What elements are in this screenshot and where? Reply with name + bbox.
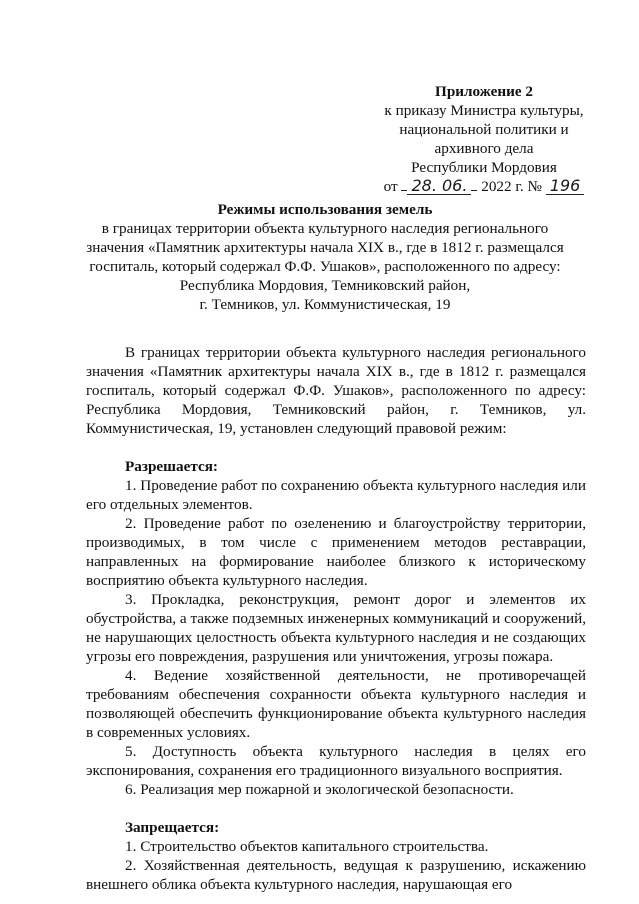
appendix-line-1: к приказу Министра культуры, [384,102,584,119]
document-title-block [60,200,590,314]
appendix-title: Приложение 2 [435,83,533,100]
appendix-line-3: архивного дела [434,140,534,157]
allowed-item-3: 3. Прокладка, реконструкция, ремонт дорог и элементов их обустройства, а также подземных инженерных коммуникаций и сооружений, не нарушающих целостность объекта культурного наследия и не создающих угрозы его повреждения, разрушения или уничтожения, угрозы пожара. [86,591,586,665]
forbidden-heading: Запрещается: [125,819,220,836]
forbidden-item-2: 2. Хозяйственная деятельность, ведущая к разрушению, искажению внешнего облика объекта культурного наследия, нарушающая его [86,857,586,893]
date-blank-right [471,190,477,191]
appendix-header [378,82,590,196]
allowed-item-6: 6. Реализация мер пожарной и экологической безопасности. [125,781,514,798]
order-from-label: от [383,178,398,195]
appendix-line-2: национальной политики и [399,121,569,138]
forbidden-item-1: 1. Строительство объектов капитального строительства. [125,838,489,855]
title-line-1: в границах территории объекта культурного наследия регионального [101,220,549,237]
title-line-3: госпиталь, который содержал Ф.Ф. Ушаков», расположенного по адресу: [89,258,561,275]
title-line-2: значения «Памятник архитектуры начала XIX в., где в 1812 г. размещался [86,239,564,256]
allowed-heading: Разрешается: [125,458,218,475]
title-line-4: Республика Мордовия, Темниковский район, [179,277,471,294]
intro-paragraph: В границах территории объекта культурного наследия регионального значения «Памятник архитектуры начала XIX в., где в 1812 г. размещался госпиталь, который содержал Ф.Ф. Ушаков», расположенного по адресу: Республика Мордовия, Темниковский район, г. Темников, ул. Коммунистическая, 19, установлен следующий правовой режим: [86,344,586,437]
allowed-item-1: 1. Проведение работ по сохранению объекта культурного наследия или его отдельных элементов. [86,477,586,513]
handwritten-date: 28. 06. [407,177,471,195]
document-title: Режимы использования земель [217,201,433,218]
document-body [86,343,586,894]
allowed-item-5: 5. Доступность объекта культурного наследия в целях его экспонирования, сохранения его традиционного визуального восприятия. [86,743,586,779]
allowed-item-4: 4. Ведение хозяйственной деятельности, не противоречащей требованиям обеспечения сохранности объекта культурного наследия и позволяющей обеспечить функционирование объекта культурного наследия в современных условиях. [86,667,586,741]
handwritten-number: 196 [546,177,585,195]
appendix-line-4: Республики Мордовия [411,159,557,176]
order-date-line [378,177,590,196]
title-line-5: г. Темников, ул. Коммунистическая, 19 [199,296,451,313]
allowed-item-2: 2. Проведение работ по озеленению и благоустройству территории, производимых, в том числе с применением методов реставрации, направленных на формирование наиболее близкого к историческому восприятию объекта культурного наследия. [86,515,586,589]
order-year-text: 2022 г. № [481,178,543,195]
